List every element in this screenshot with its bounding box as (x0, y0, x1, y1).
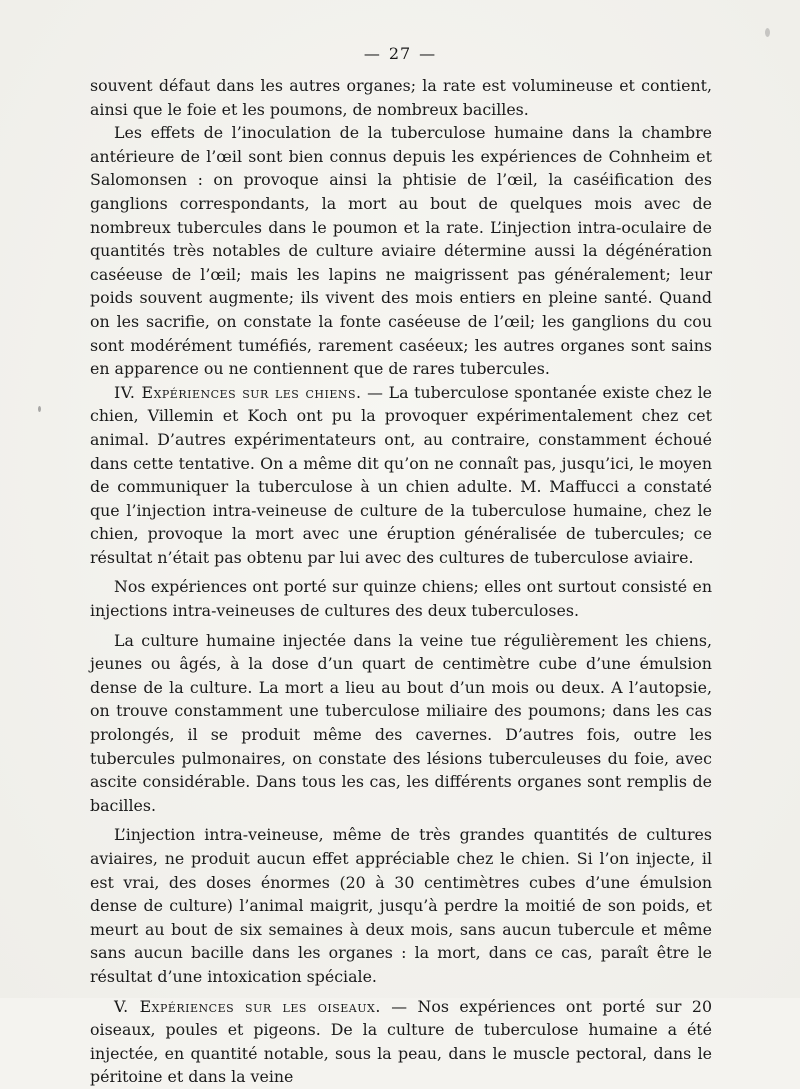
paragraph: L’injection intra-veineuse, même de très grandes quantités de cultures aviaires, ne produit aucun effet appréciable chez le chien. Si l’on injecte, il est vrai, des doses énormes (20 à 30 centimètres cubes d’une émulsion dense de culture) l’animal maigrit, jusqu’à perdre la moitié de son poids, et meurt au bout de six semaines à deux mois, sans aucun tubercule et même sans aucun bacille dans les organes : la mort, dans ce cas, paraît être le résultat d’une intoxication spéciale. (90, 825, 712, 986)
paper-speck (765, 28, 770, 37)
section-paragraph-chiens: IV. Expériences sur les chiens. — La tuberculose spontanée existe chez le chien, Villemin et Koch ont pu la provoquer expérimentalement chez cet animal. D’autres expérimentateurs ont, au contraire, constamment échoué dans cette tentative. On a même dit qu’on ne connaît pas, jusqu’ici, le moyen de communiquer la tuberculose à un chien adulte. M. Maffucci a constaté que l’injection intra-veineuse de culture de la tuberculose humaine, chez le chien, provoque la mort avec une éruption généralisée de tubercules; ce résultat n’était pas obtenu par lui avec des cultures de tuberculose aviaire. (90, 382, 712, 567)
section-heading: IV. Expériences sur les chiens. (114, 382, 362, 402)
page-number: — 27 — (363, 44, 437, 63)
paragraph: souvent défaut dans les autres organes; la rate est volumineuse et contient, ainsi que le foie et les poumons, de nombreux bacilles. (90, 76, 712, 119)
paragraph: Les effets de l’inoculation de la tuberculose humaine dans la chambre antérieure de l’œil sont bien connus depuis les expériences de Cohnheim et Salomonsen : on provoque ainsi la phtisie de l’œil, la caséification des ganglions correspondants, la mort au bout de quelques mois avec de nombreux tubercules dans le poumon et la rate. L’injection intra-oculaire de quantités très notables de culture aviaire détermine aussi la dégénération caséeuse de l’œil; mais les lapins ne maigrissent pas généralement; leur poids souvent augmente; ils vivent des mois entiers en pleine santé. Quand on les sacrifie, on constate la fonte caséeuse de l’œil; les ganglions du cou sont modérément tuméfiés, rarement caséeux; les autres organes sont sains en apparence ou ne contiennent que de rares tubercules. (90, 123, 712, 379)
paragraph: La culture humaine injectée dans la veine tue régulièrement les chiens, jeunes ou âgés, à la dose d’un quart de centimètre cube d’une émulsion dense de la culture. La mort a lieu au bout d’un mois ou deux. A l’autopsie, on trouve constamment une tuberculose miliaire des poumons; dans les cas prolongés, il se produit même des cavernes. D’autres fois, outre les tubercules pulmonaires, on constate des lésions tuberculeuses du foie, avec ascite considérable. Dans tous les cas, les différents organes sont remplis de bacilles. (90, 630, 712, 815)
section-heading: V. Expériences sur les oiseaux. (114, 996, 381, 1016)
paper-speck (38, 406, 41, 412)
section-paragraph-oiseaux: V. Expériences sur les oiseaux. — Nos expériences ont porté sur 20 oiseaux, poules et pigeons. De la culture de tuberculose humaine a été injectée, en quantité notable, sous la peau, dans le muscle pectoral, dans le péritoine et dans la veine (90, 996, 712, 1087)
paragraph: Nos expériences ont porté sur quinze chiens; elles ont surtout consisté en injections intra-veineuses de cultures des deux tuberculoses. (90, 577, 712, 621)
body-text (90, 74, 712, 1089)
